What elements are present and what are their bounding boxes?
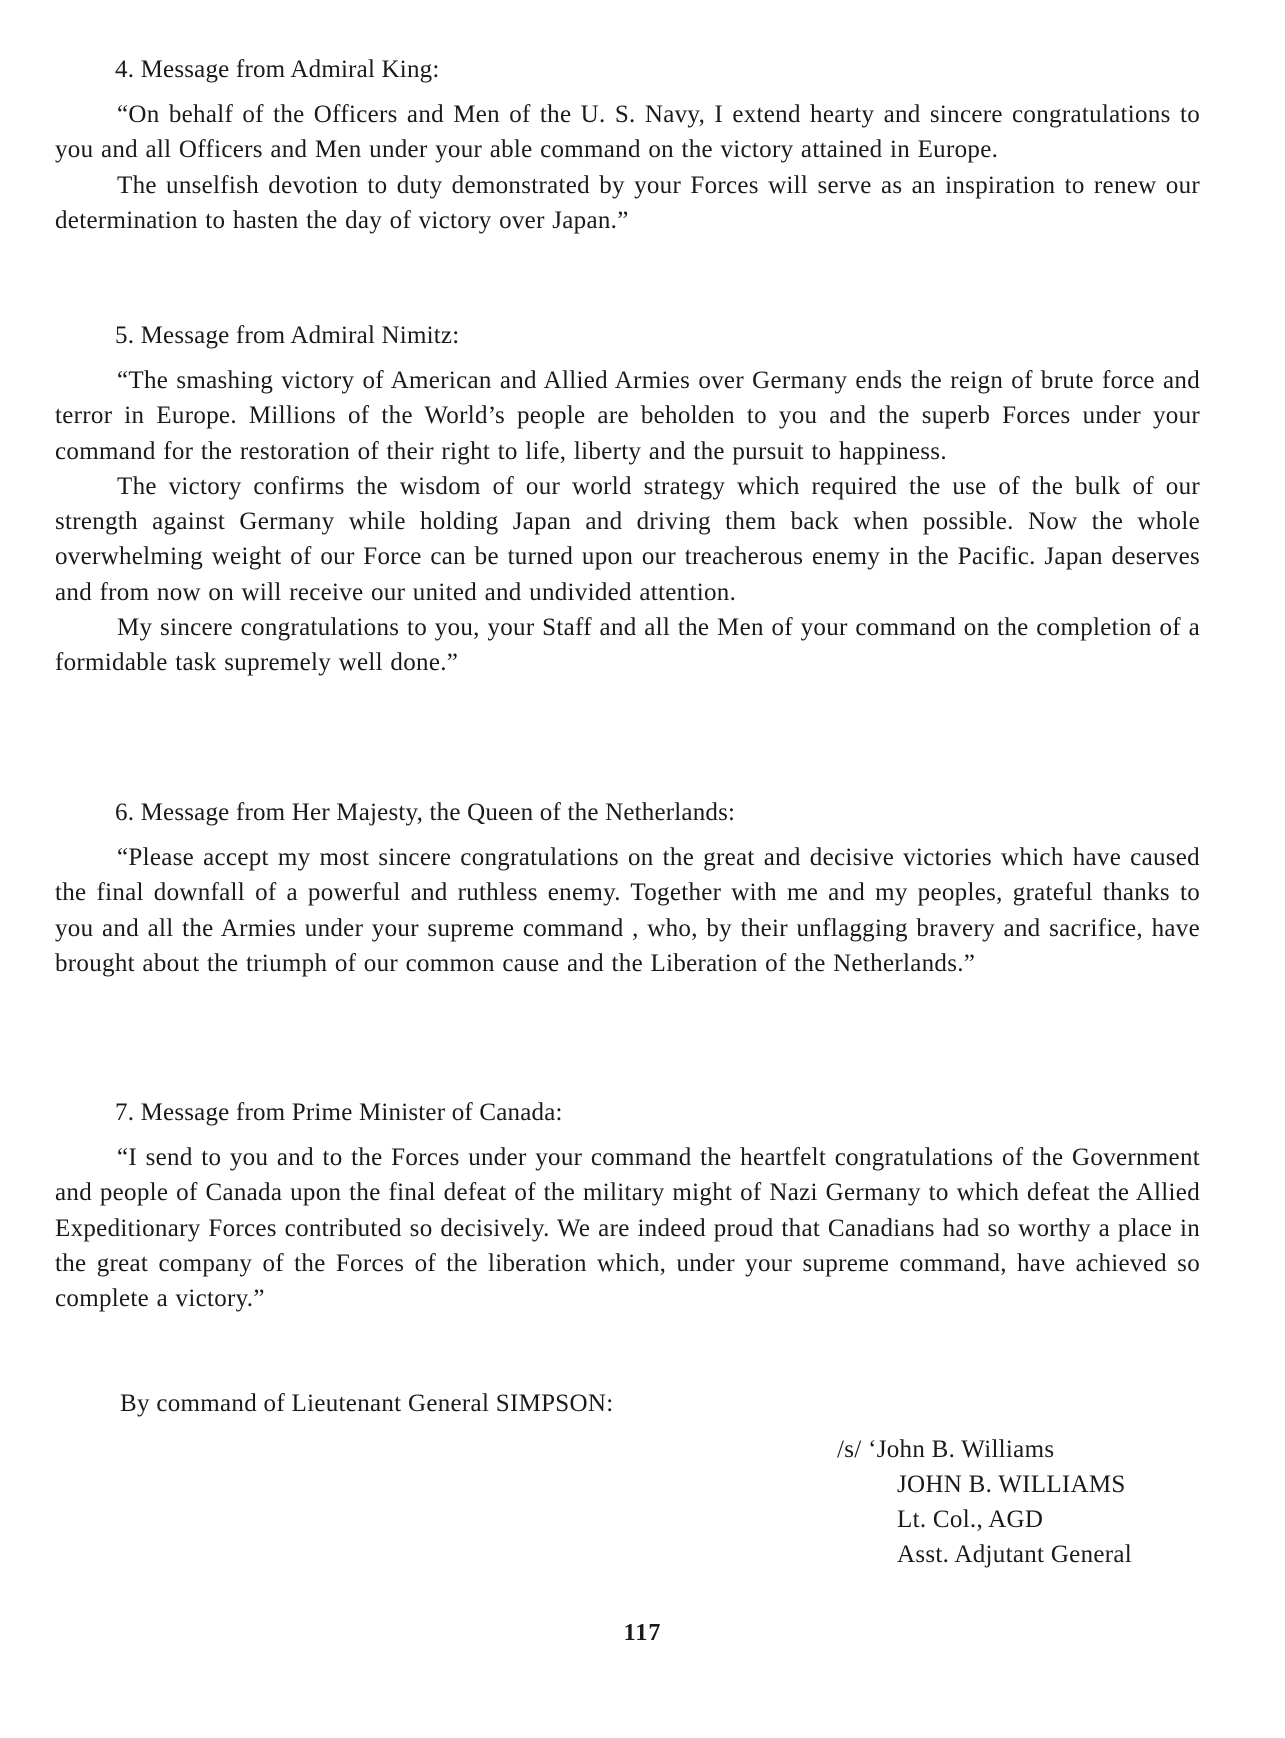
signature: /s/ ‘John B. Williams <box>837 1436 1055 1463</box>
message-paragraph: “The smashing victory of American and Allied Armies over Germany ends the reign of brute force and terror in Europe. Millions of the World’s people are beholden to you and the superb Forces under your command for the restoration of their right to life, liberty and the pursuit to happiness. <box>55 367 1200 465</box>
message-paragraph: “Please accept my most sincere congratulations on the great and decisive victories which have caused the final downfall of a powerful and ruthless enemy. Together with me and my peoples, grateful thanks to you and all the Armies under your supreme command , who, by their unflagging bravery and sacrifice, have brought about the triumph of our common cause and the Liberation of the Netherlands.” <box>55 844 1200 977</box>
page-number: 117 <box>623 1620 662 1646</box>
message-paragraph: The unselfish devotion to duty demonstrated by your Forces will serve as an inspiration to renew our determination to hasten the day of victory over Japan.” <box>55 171 1200 234</box>
signatory-title: Asst. Adjutant General <box>897 1541 1133 1568</box>
signatory-name: JOHN B. WILLIAMS <box>897 1471 1126 1498</box>
message-admiral-king <box>55 52 1200 238</box>
section-heading: 5. Message from Admiral Nimitz: <box>115 322 460 349</box>
message-paragraph: My sincere congratulations to you, your Staff and all the Men of your command on the completion of a formidable task supremely well done.” <box>55 614 1200 677</box>
message-prime-minister-canada <box>55 1095 1200 1316</box>
message-paragraph: “I send to you and to the Forces under your command the heartfelt congratulations of the Government and people of Canada upon the final defeat of the military might of Nazi Germany to which defeat the Allied Expeditionary Forces contributed so decisively. We are indeed proud that Canadians had so worthy a place in the great company of the Forces of the liberation which, under your supreme command, have achieved so complete a victory.” <box>55 1144 1200 1313</box>
signature-block <box>837 1432 1132 1572</box>
section-heading: 4. Message from Admiral King: <box>115 56 440 83</box>
section-heading: 7. Message from Prime Minister of Canada: <box>115 1099 563 1126</box>
message-admiral-nimitz <box>55 318 1200 681</box>
signatory-rank: Lt. Col., AGD <box>897 1506 1044 1533</box>
message-paragraph: The victory confirms the wisdom of our world strategy which required the use of the bulk of our strength against Germany while holding Japan and driving them back when possible. Now the whole overwhelming weight of our Force can be turned upon our treacherous enemy in the Pacific. Japan deserves and from now on will receive our united and undivided attention. <box>55 472 1200 606</box>
message-queen-netherlands <box>55 795 1200 981</box>
by-command-line: By command of Lieutenant General SIMPSON: <box>120 1390 614 1417</box>
message-paragraph: “On behalf of the Officers and Men of the U. S. Navy, I extend hearty and sincere congratulations to you and all Officers and Men under your able command on the victory attained in Europe. <box>55 101 1200 164</box>
section-heading: 6. Message from Her Majesty, the Queen of the Netherlands: <box>115 799 736 826</box>
